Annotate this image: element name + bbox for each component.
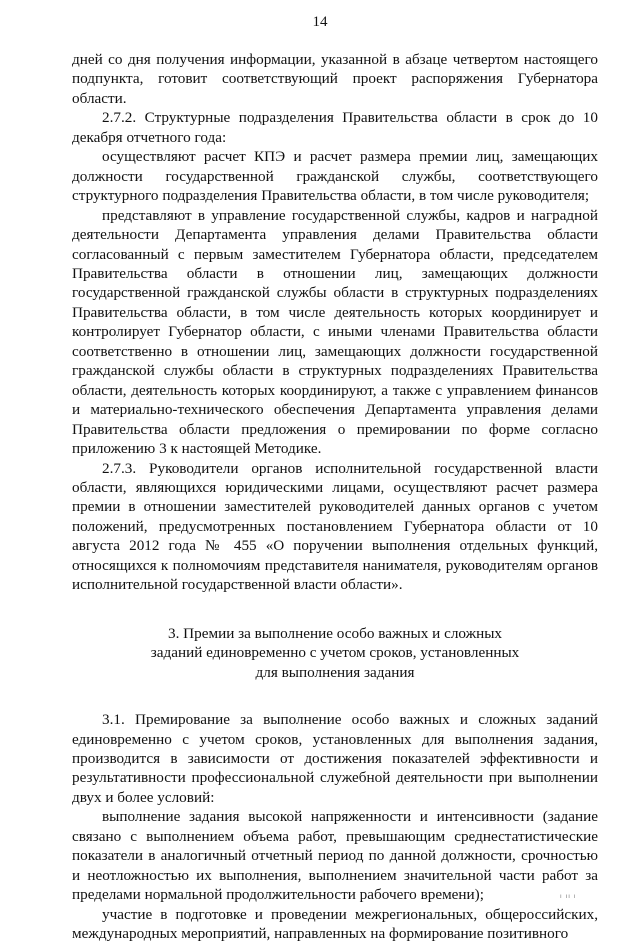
footer-scan-mark: ı ıı ı — [560, 893, 577, 900]
paragraph: представляют в управление государственной службы, кадров и наградной деятельности Департамента управления делами Правительства области согласованный с первым заместителем Губернатора области, председателем Правительства области в отношении лиц, замещающих должности государственной гражданской службы области в структурных подразделениях Правительства области, в том числе деятельность которых координирует и контролирует Губернатор области, с иными членами Правительства области соответственно в отношении лиц, замещающих должности государственной гражданской службы области в структурных подразделениях Правительства области, деятельность которых координируют, а также с управлением финансов и материально-технического обеспечения Департамента управления делами Правительства области предложения о премировании по форме согласно приложению 3 к настоящей Методике. — [72, 206, 598, 458]
document-body — [72, 50, 598, 943]
paragraph: дней со дня получения информации, указанной в абзаце четвертом настоящего подпункта, готовит соответствующий проект распоряжения Губернатора области. — [72, 51, 598, 107]
paragraph: 2.7.3. Руководители органов исполнительной государственной власти области, являющихся юридическими лицами, осуществляют расчет размера премии в отношении заместителей руководителей данных органов с учетом положений, предусмотренных постановлением Губернатора области от 10 августа 2012 года № 455 «О поручении выполнения отдельных функций, относящихся к полномочиям представителя нанимателя, руководителям органов исполнительной государственной власти области». — [72, 459, 598, 594]
paragraph: выполнение задания высокой напряженности и интенсивности (задание связано с выполнением объема работ, превышающим среднестатистические показатели в аналогичный отчетный период по данной должности, срочностью и неотложностью их выполнения, выполнением значительной части работ за пределами нормальной продолжительности рабочего времени); — [72, 808, 598, 904]
paragraph: 3.1. Премирование за выполнение особо важных и сложных заданий единовременно с учетом сроков, установленных для выполнения задания, производится в зависимости от достижения показателей эффективности и результативности профессиональной служебной деятельности при выполнении двух и более условий: — [72, 711, 598, 806]
paragraph: участие в подготовке и проведении межрегиональных, общероссийских, международных мероприятий, направленных на формирование позитивного — [72, 905, 598, 943]
page-number: 14 — [312, 14, 328, 30]
section-heading-line: заданий единовременно с учетом сроков, установленных — [150, 644, 520, 662]
section-heading — [72, 624, 598, 682]
section-heading-line: для выполнения задания — [255, 663, 415, 681]
paragraph: осуществляют расчет КПЭ и расчет размера премии лиц, замещающих должности государственной гражданской службы, соответствующего структурного подразделения Правительства области, в том числе руководителя; — [72, 148, 598, 205]
section-heading-line: 3. Премии за выполнение особо важных и сложных — [167, 624, 503, 642]
paragraph: 2.7.2. Структурные подразделения Правительства области в срок до 10 декабря отчетного года: — [72, 109, 598, 146]
